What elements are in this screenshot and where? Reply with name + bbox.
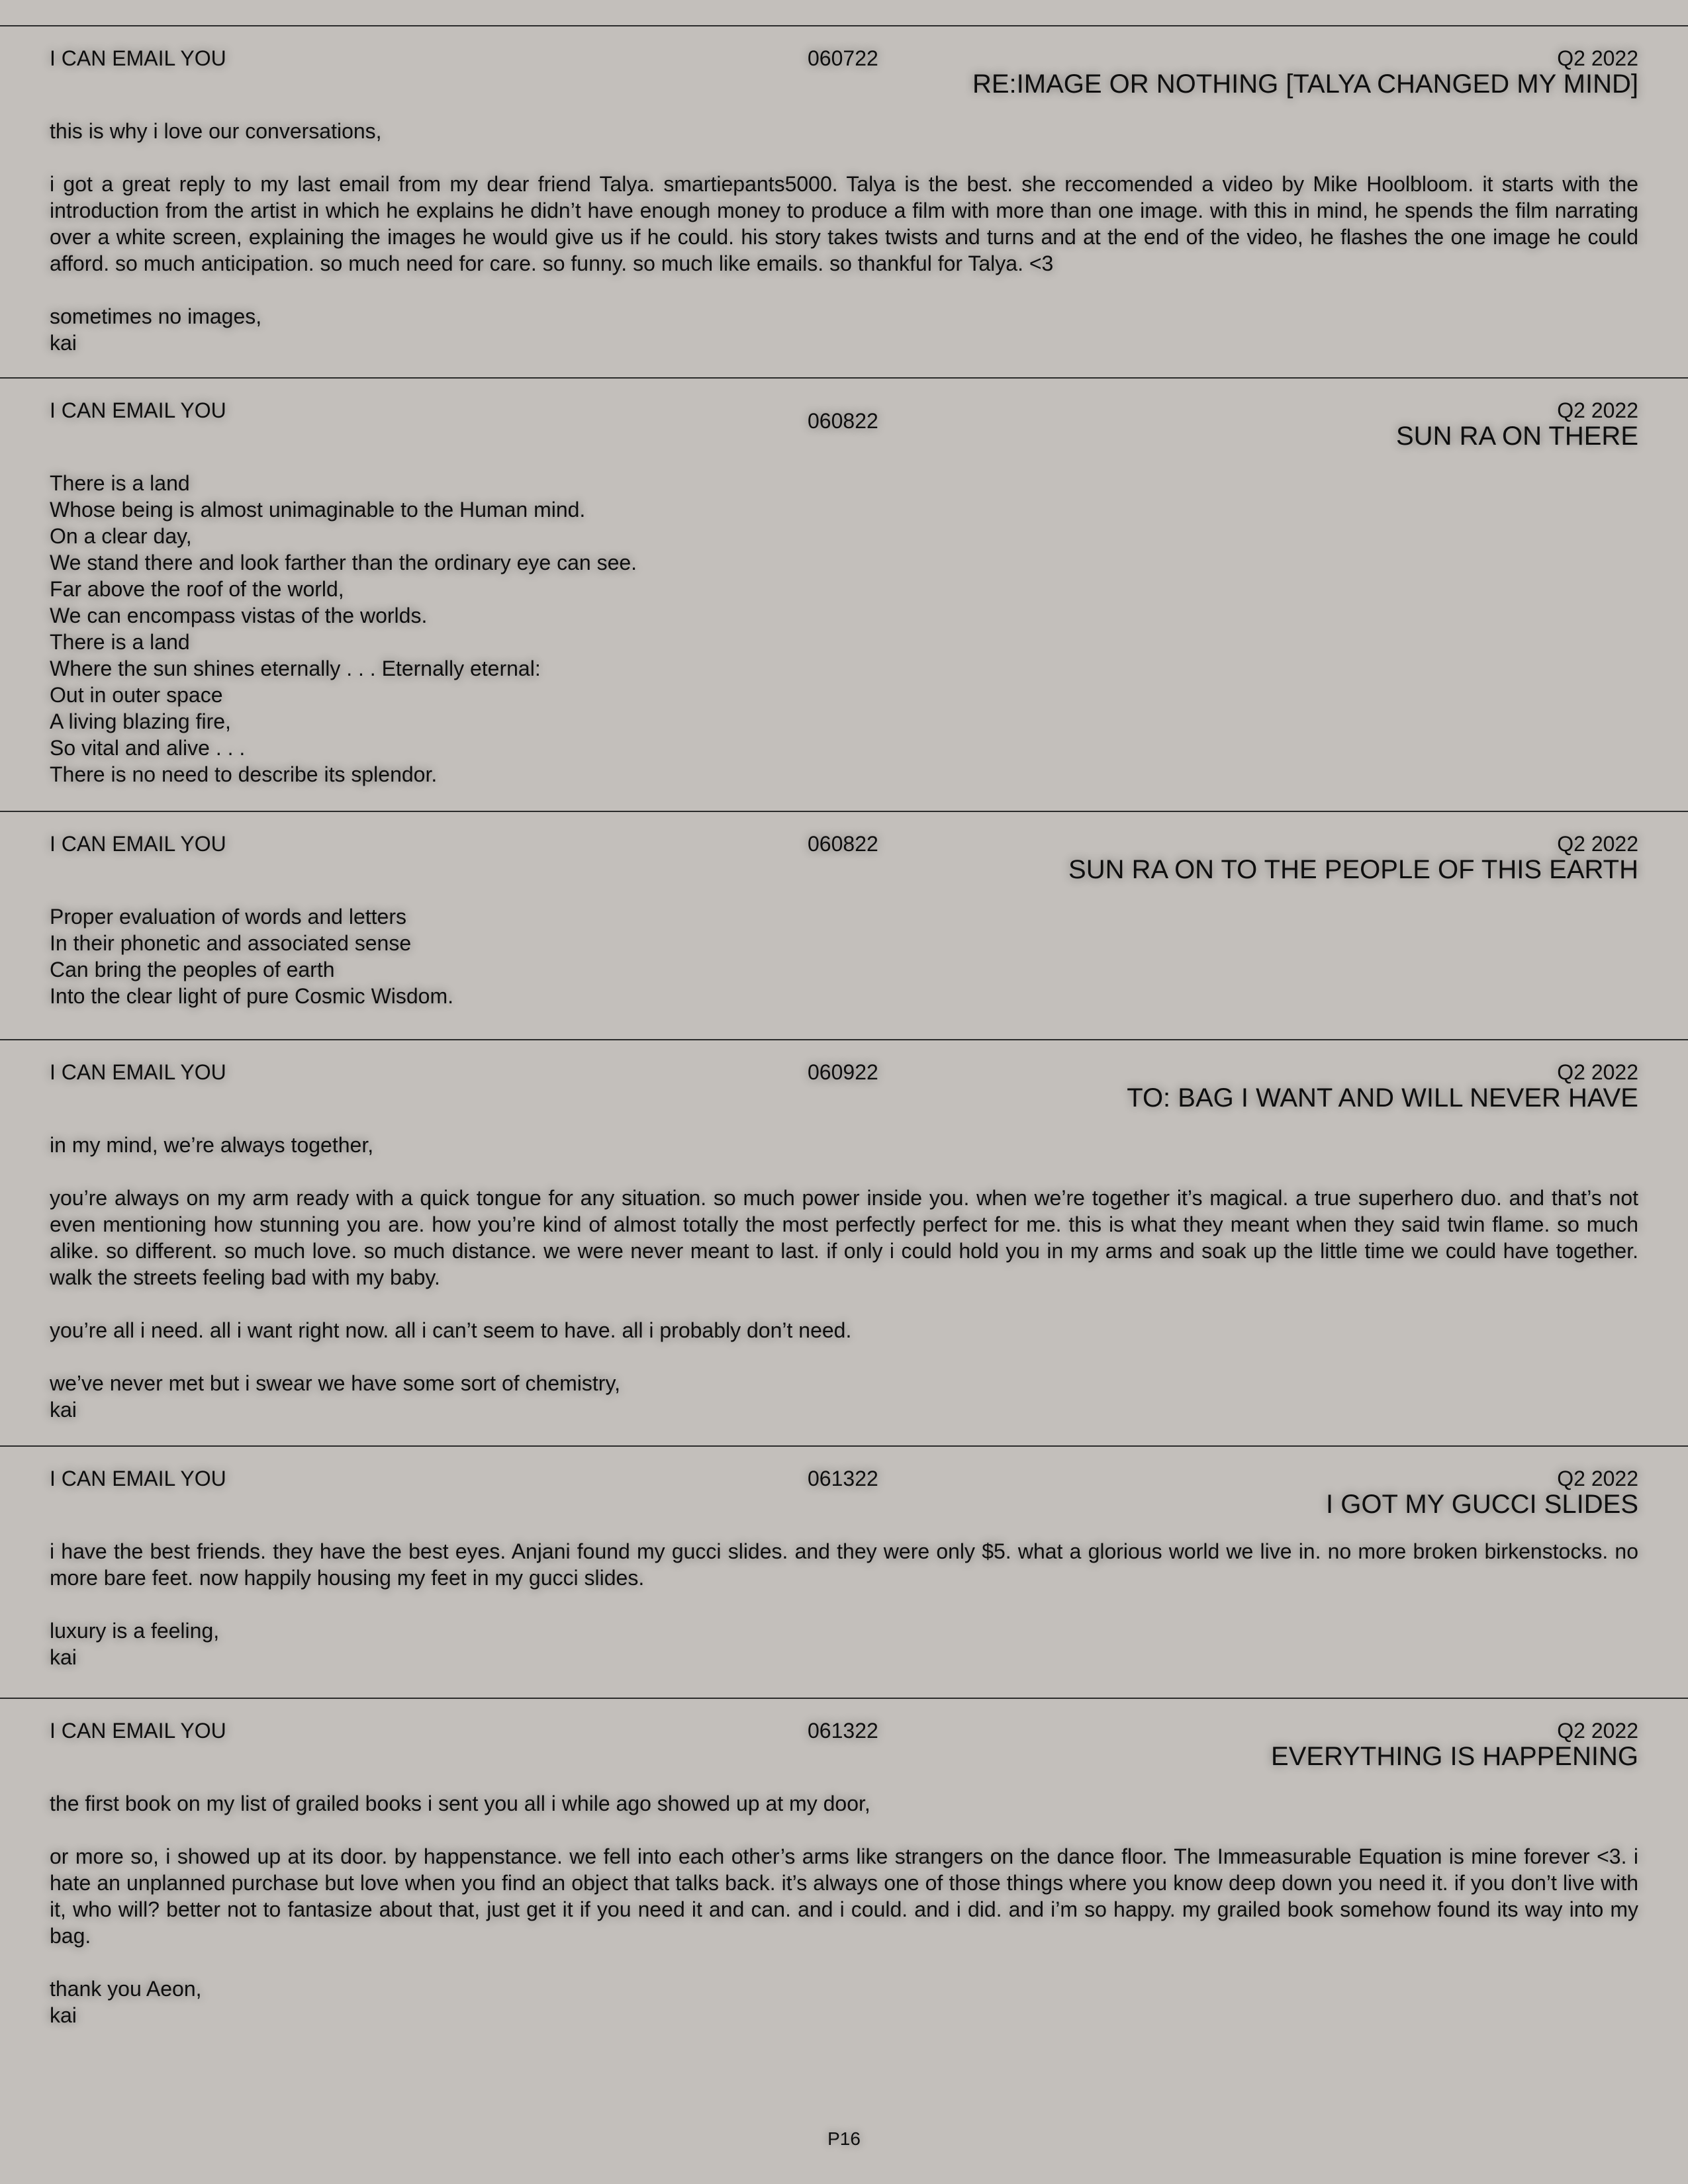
poem-line: Far above the roof of the world, [50, 577, 344, 601]
poem-line: A living blazing fire, [50, 709, 231, 733]
entry-date-code: 060722 [808, 46, 878, 70]
entry-source: I CAN EMAIL YOU [50, 398, 226, 422]
entry-header [0, 812, 1688, 918]
poem-line: Where the sun shines eternally . . . Eternally eternal: [50, 657, 541, 680]
entry-body [50, 1790, 1638, 2028]
entry-source: I CAN EMAIL YOU [50, 1467, 226, 1490]
entry-header [0, 1699, 1688, 1805]
entry-quarter: Q2 2022 [1557, 1719, 1638, 1743]
poem-line: So vital and alive . . . [50, 736, 246, 760]
entry-paragraph: you’re all i need. all i want right now. all i can’t seem to have. all i probably don’t need. [50, 1318, 852, 1342]
entry-source: I CAN EMAIL YOU [50, 1060, 226, 1084]
entry-date-code: 061322 [808, 1467, 878, 1490]
poem-line: Whose being is almost unimaginable to the Human mind. [50, 498, 586, 522]
poem-line: On a clear day, [50, 524, 192, 548]
entry-header [0, 379, 1688, 484]
entry-paragraph: i got a great reply to my last email from my dear friend Talya. smartiepants5000. Talya is the best. she reccomended a video by Mike Hoolbloom. it starts with the introduction from the artist in which he explains he didn’t have enough money to produce a film with more than one image. with this in mind, he spends the film narrating over a white screen, explaining the images he would give us if he could. his story takes twists and turns and at the end of the video, he flashes the one image he could afford. so much anticipation. so much need for care. so funny. so much like emails. so thankful for Talya. <3 [50, 172, 1638, 275]
email-entry [0, 811, 1688, 1008]
entry-signature: kai [50, 2003, 77, 2027]
email-entry [0, 25, 1688, 355]
entry-signoff: thank you Aeon, [50, 1977, 202, 2001]
entry-title: TO: BAG I WANT AND WILL NEVER HAVE [1127, 1083, 1638, 1113]
entry-date-code: 060822 [808, 832, 878, 856]
entry-source: I CAN EMAIL YOU [50, 46, 226, 70]
poem-line: We can encompass vistas of the worlds. [50, 604, 428, 627]
poem-line: There is a land [50, 471, 190, 495]
entry-signature: kai [50, 331, 77, 355]
email-entry [0, 1039, 1688, 1422]
entry-body [50, 118, 1638, 356]
poem-line: Can bring the peoples of earth [50, 958, 335, 981]
entry-greeting: this is why i love our conversations, [50, 119, 382, 143]
poem-line: Proper evaluation of words and letters [50, 905, 406, 929]
poem-line: We stand there and look farther than the ordinary eye can see. [50, 551, 637, 574]
entry-signoff: sometimes no images, [50, 304, 262, 328]
entry-paragraph: or more so, i showed up at its door. by happenstance. we fell into each other’s arms like strangers on the dance floor. The Immeasurable Equation is mine forever <3. i hate an unplanned purchase but love when you find an object that talks back. it’s always one of those things where you know deep down you need it. if you don’t live with it, who will? better not to fantasize about that, just get it if you need it and can. and i could. and i did. and i’m so happy. my grailed book somehow found its way into my bag. [50, 1844, 1638, 1948]
poem-line: In their phonetic and associated sense [50, 931, 412, 955]
entry-header [0, 26, 1688, 132]
entry-title: RE:IMAGE OR NOTHING [TALYA CHANGED MY MIND] [972, 69, 1638, 99]
entry-header [0, 1447, 1688, 1553]
entry-title: SUN RA ON TO THE PEOPLE OF THIS EARTH [1068, 855, 1638, 884]
entry-title: I GOT MY GUCCI SLIDES [1326, 1490, 1638, 1519]
entry-date-code: 060822 [808, 409, 878, 433]
entry-quarter: Q2 2022 [1557, 46, 1638, 70]
poem-line: Out in outer space [50, 683, 223, 707]
entry-quarter: Q2 2022 [1557, 832, 1638, 856]
entry-header [0, 1040, 1688, 1146]
email-entry [0, 1698, 1688, 2027]
page-number: P16 [827, 2128, 861, 2149]
poem-line: Into the clear light of pure Cosmic Wisdom. [50, 984, 454, 1008]
entry-date-code: 060922 [808, 1060, 878, 1084]
entry-title: SUN RA ON THERE [1396, 422, 1638, 451]
entry-signoff: luxury is a feeling, [50, 1619, 220, 1643]
entry-greeting: the first book on my list of grailed books i sent you all i while ago showed up at my door, [50, 1792, 870, 1815]
poem-line: There is no need to describe its splendor. [50, 762, 438, 786]
entry-body [50, 470, 1638, 788]
entry-quarter: Q2 2022 [1557, 1467, 1638, 1490]
entry-body [50, 1132, 1638, 1423]
entry-greeting: in my mind, we’re always together, [50, 1133, 374, 1157]
entry-paragraph: you’re always on my arm ready with a quick tongue for any situation. so much power inside you. when we’re together it’s magical. a true superhero duo. and that’s not even mentioning how stunning you are. how you’re kind of almost totally the most perfectly perfect for me. this is what they meant when they said twin flame. so much alike. so different. so much love. so much distance. we were never meant to last. if only i could hold you in my arms and soak up the little time we could have together. walk the streets feeling bad with my baby. [50, 1186, 1638, 1289]
entry-source: I CAN EMAIL YOU [50, 832, 226, 856]
email-entry [0, 377, 1688, 786]
entry-paragraph: i have the best friends. they have the best eyes. Anjani found my gucci slides. and they were only $5. what a glorious world we live in. no more broken birkenstocks. no more bare feet. now happily housing my feet in my gucci slides. [50, 1539, 1638, 1590]
entry-quarter: Q2 2022 [1557, 398, 1638, 422]
entry-quarter: Q2 2022 [1557, 1060, 1638, 1084]
entry-signature: kai [50, 1398, 77, 1422]
entry-body [50, 903, 1638, 1009]
entry-signoff: we’ve never met but i swear we have some sort of chemistry, [50, 1371, 620, 1395]
entry-source: I CAN EMAIL YOU [50, 1719, 226, 1743]
entry-title: EVERYTHING IS HAPPENING [1271, 1742, 1638, 1771]
poem-line: There is a land [50, 630, 190, 654]
entry-date-code: 061322 [808, 1719, 878, 1743]
entry-body [50, 1538, 1638, 1670]
email-entry [0, 1445, 1688, 1669]
entry-signature: kai [50, 1645, 77, 1669]
